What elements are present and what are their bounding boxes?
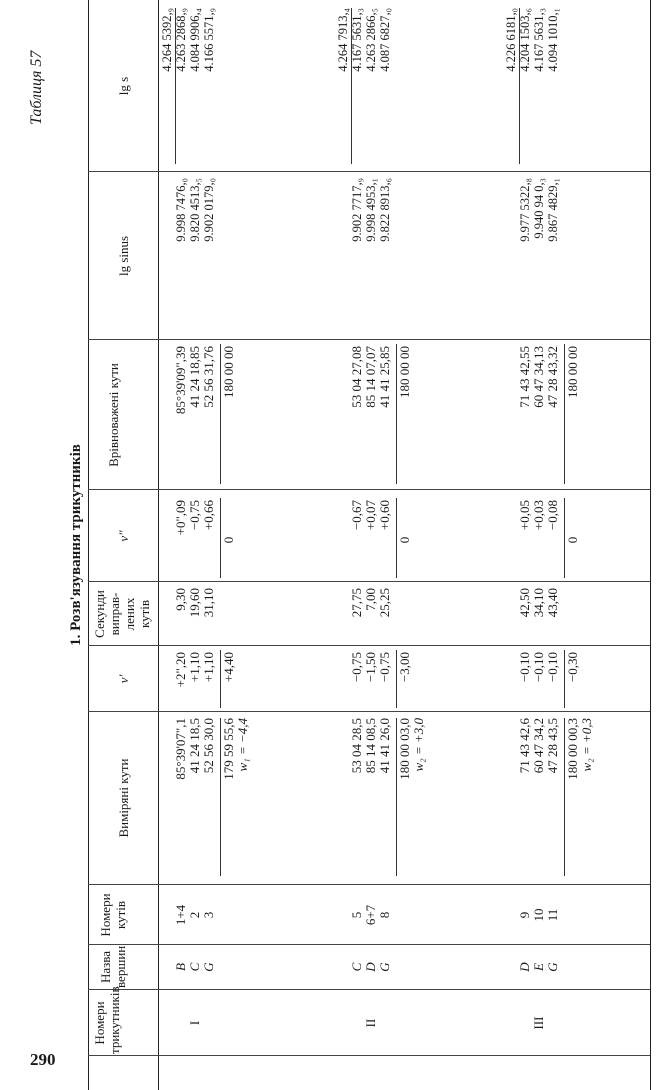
lg-s-value: 4.264 5392,₉ bbox=[160, 8, 174, 72]
balanced-angle: 85°39'09",39 bbox=[173, 346, 188, 415]
col-rule bbox=[88, 489, 650, 490]
col-rule bbox=[88, 581, 650, 582]
table-label: Таблиця 57 bbox=[28, 50, 45, 125]
correction-v1: −1,50 bbox=[363, 652, 378, 683]
header-balanced: Врівноважені кути bbox=[106, 363, 121, 467]
lg-sinus-value: 9.998 7476,₀ bbox=[174, 178, 188, 242]
correction-v1: +1,10 bbox=[187, 652, 202, 683]
measured-angle-sum: 180 00 03,0 bbox=[397, 718, 412, 780]
corrected-seconds: 19,60 bbox=[187, 588, 202, 618]
col-rule bbox=[88, 944, 650, 945]
header-lg-sinus: lg sinus bbox=[116, 235, 131, 277]
correction-v1: +2",20 bbox=[173, 652, 188, 688]
correction-v1: −0,10 bbox=[531, 652, 546, 683]
corrected-seconds: 31,10 bbox=[201, 588, 216, 618]
lg-sinus-value: 9.940 94 0,₃ bbox=[532, 178, 546, 239]
col-rule bbox=[88, 339, 650, 340]
table-top-rule bbox=[88, 0, 89, 1090]
lg-sinus-value: 9.902 0179,₀ bbox=[202, 178, 216, 242]
table-title: 1. Розв'язування трикутників bbox=[68, 444, 84, 646]
measured-angle-sum: 179 59 55,6 bbox=[221, 718, 236, 780]
measured-angle: 41 24 18,5 bbox=[187, 718, 202, 774]
balanced-angle-sum: 180 00 00 bbox=[221, 346, 236, 398]
header-lg-s: lg s bbox=[116, 76, 131, 96]
correction-v2-sum: 0 bbox=[221, 536, 236, 544]
lg-sinus-value: 9.820 4513,₅ bbox=[188, 178, 202, 242]
correction-v1: −0,10 bbox=[517, 652, 532, 683]
misclosure: w₁ = −4,4 bbox=[235, 718, 250, 772]
correction-v2: −0,08 bbox=[545, 500, 560, 531]
correction-v1: −0,75 bbox=[349, 652, 364, 683]
correction-v1-sum: −0,30 bbox=[565, 652, 580, 683]
misclosure: w₂ = +0,3 bbox=[579, 718, 594, 772]
lg-sinus-value: 9.977 5322,₈ bbox=[518, 178, 532, 242]
lg-s-value: 4.204 1503,₆ bbox=[518, 8, 532, 72]
correction-v2: −0,75 bbox=[187, 500, 202, 531]
measured-angle: 41 41 26,0 bbox=[377, 718, 392, 774]
header-v1: v' bbox=[116, 674, 131, 684]
col-rule bbox=[88, 711, 650, 712]
correction-v2-sum: 0 bbox=[565, 536, 580, 544]
lg-s-value: 4.087 6827,₀ bbox=[378, 8, 392, 72]
angle-number: 10 bbox=[531, 908, 546, 922]
angle-number: 9 bbox=[517, 911, 532, 919]
corrected-seconds: 9,30 bbox=[173, 588, 188, 611]
angle-number: 11 bbox=[545, 908, 560, 922]
balanced-angle: 53 04 27,08 bbox=[349, 346, 364, 408]
lg-s-value: 4.084 9906,₄ bbox=[188, 8, 202, 72]
balanced-angle: 85 14 07,07 bbox=[363, 346, 378, 408]
angle-number: 3 bbox=[201, 911, 216, 919]
header-vertex-name: Назва вершин bbox=[98, 945, 128, 988]
balanced-angle: 41 24 18,85 bbox=[187, 346, 202, 408]
page-number: 290 bbox=[30, 1050, 56, 1069]
lg-s-value: 4.263 2866,₅ bbox=[364, 8, 378, 72]
corrected-seconds: 43,40 bbox=[545, 588, 560, 618]
vertex-name: G bbox=[377, 962, 392, 972]
balanced-angle: 71 43 42,55 bbox=[517, 346, 532, 408]
vertex-name: D bbox=[517, 962, 532, 972]
triangle-number: II bbox=[363, 1018, 378, 1028]
corrected-seconds: 42,50 bbox=[517, 588, 532, 618]
correction-v2: +0,66 bbox=[201, 500, 216, 531]
vertex-name: D bbox=[363, 962, 378, 972]
measured-angle: 85°39'07",1 bbox=[173, 718, 188, 780]
col-rule bbox=[88, 171, 650, 172]
col-rule bbox=[88, 884, 650, 885]
angle-number: 1+4 bbox=[173, 904, 188, 926]
col-rule bbox=[88, 989, 650, 990]
measured-angle: 47 28 43,5 bbox=[545, 718, 560, 774]
corrected-seconds: 25,25 bbox=[377, 588, 392, 618]
angle-number: 8 bbox=[377, 911, 392, 919]
misclosure: w₂ = +3,0 bbox=[411, 718, 426, 772]
col-rule bbox=[88, 645, 650, 646]
header-angle-no: Номери кутів bbox=[98, 893, 128, 937]
lg-s-value: 4.167 5631,₃ bbox=[350, 8, 364, 72]
angle-number: 6+7 bbox=[363, 904, 378, 926]
header-seconds: Секунди виправ- лених кутів bbox=[92, 590, 152, 638]
lg-sinus-value: 9.902 7717,₉ bbox=[350, 178, 364, 242]
lg-s-value: 4.167 5631,₃ bbox=[532, 8, 546, 72]
correction-v1-sum: +4,40 bbox=[221, 652, 236, 683]
correction-v1: +1,10 bbox=[201, 652, 216, 683]
correction-v1: −0,75 bbox=[377, 652, 392, 683]
balanced-angle: 47 28 43,32 bbox=[545, 346, 560, 408]
vertex-name: G bbox=[545, 962, 560, 972]
triangle-number: III bbox=[531, 1016, 546, 1030]
vertex-name: E bbox=[531, 963, 546, 971]
correction-v2: +0",09 bbox=[173, 500, 188, 536]
lg-s-value: 4.166 5571,₉ bbox=[202, 8, 216, 72]
angle-number: 5 bbox=[349, 911, 364, 919]
header-measured: Виміряні кути bbox=[116, 758, 131, 838]
correction-v2: +0,05 bbox=[517, 500, 532, 531]
balanced-angle-sum: 180 00 00 bbox=[397, 346, 412, 398]
balanced-angle: 52 56 31,76 bbox=[201, 346, 216, 408]
measured-angle: 53 04 28,5 bbox=[349, 718, 364, 774]
header-v2: v" bbox=[116, 530, 131, 542]
balanced-angle-sum: 180 00 00 bbox=[565, 346, 580, 398]
correction-v2: +0,60 bbox=[377, 500, 392, 531]
header-triangle-no: Номери трикутників bbox=[92, 986, 122, 1054]
table-bottom-rule bbox=[650, 0, 651, 1090]
correction-v2-sum: 0 bbox=[397, 536, 412, 544]
lg-sinus-value: 9.867 4829,₁ bbox=[546, 178, 560, 242]
measured-angle: 71 43 42,6 bbox=[517, 718, 532, 774]
corrected-seconds: 27,75 bbox=[349, 588, 364, 618]
angle-number: 2 bbox=[187, 911, 202, 919]
corrected-seconds: 34,10 bbox=[531, 588, 546, 618]
balanced-angle: 41 41 25,85 bbox=[377, 346, 392, 408]
vertex-name: C bbox=[349, 962, 364, 972]
lg-sinus-value: 9.822 8913,₆ bbox=[378, 178, 392, 242]
correction-v2: +0,03 bbox=[531, 500, 546, 531]
correction-v2: −0,67 bbox=[349, 500, 364, 531]
balanced-angle: 60 47 34,13 bbox=[531, 346, 546, 408]
vertex-name: B bbox=[173, 963, 188, 971]
correction-v1: −0,10 bbox=[545, 652, 560, 683]
header-rule bbox=[158, 0, 159, 1090]
solution-table bbox=[88, 0, 650, 1090]
measured-angle: 85 14 08,5 bbox=[363, 718, 378, 774]
lg-s-value: 4.263 2868,₉ bbox=[174, 8, 188, 72]
corrected-seconds: 7,00 bbox=[363, 588, 378, 611]
measured-angle: 52 56 30,0 bbox=[201, 718, 216, 774]
lg-s-value: 4.094 1010,₁ bbox=[546, 8, 560, 72]
lg-s-value: 4.226 6181,₀ bbox=[504, 8, 518, 72]
measured-angle-sum: 180 00 00,3 bbox=[565, 718, 580, 780]
measured-angle: 60 47 34,2 bbox=[531, 718, 546, 774]
lg-sinus-value: 9.998 4953,₁ bbox=[364, 178, 378, 242]
triangle-number: I bbox=[187, 1020, 202, 1026]
correction-v2: +0,07 bbox=[363, 500, 378, 531]
correction-v1-sum: −3,00 bbox=[397, 652, 412, 683]
vertex-name: G bbox=[201, 962, 216, 972]
vertex-name: C bbox=[187, 962, 202, 972]
lg-s-value: 4.264 7913,₄ bbox=[336, 8, 350, 72]
col-rule bbox=[88, 1055, 650, 1056]
